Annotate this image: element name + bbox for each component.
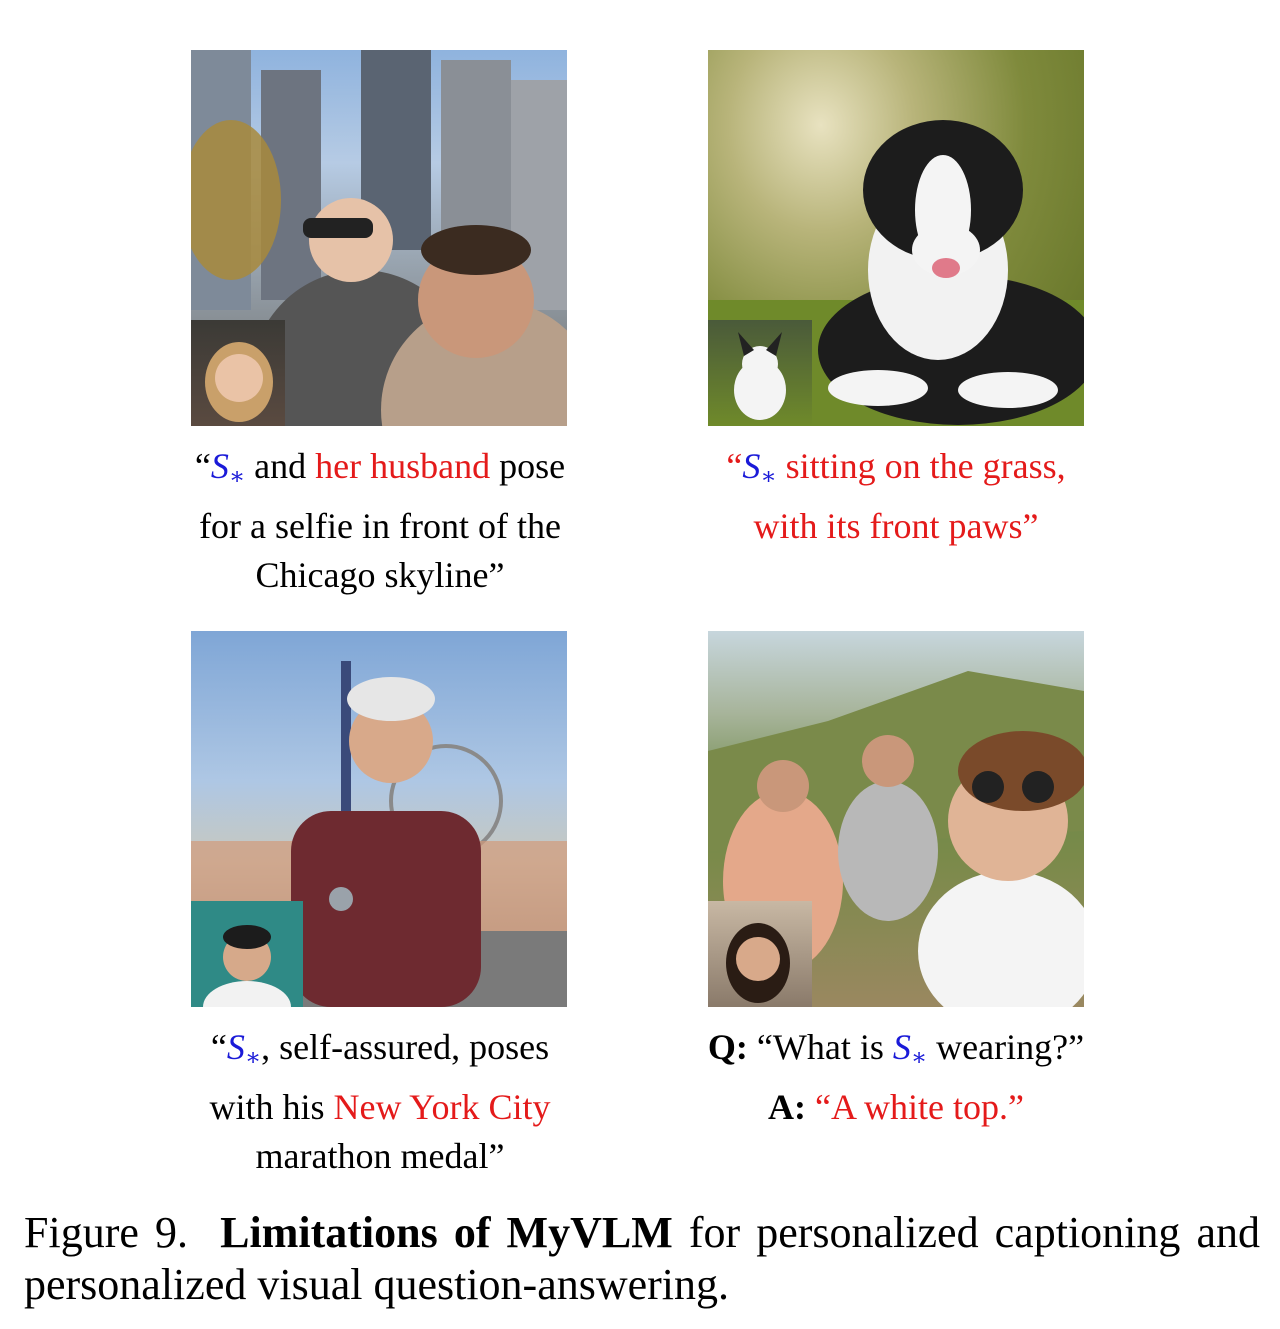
caption-line xyxy=(636,1023,1156,1083)
caption-panel-2 xyxy=(636,442,1156,551)
figure-label: Figure 9. xyxy=(24,1208,188,1257)
caption-segment: her husband xyxy=(315,446,491,486)
concept-subscript: ∗ xyxy=(244,1045,262,1071)
caption-line xyxy=(120,502,640,551)
caption-panel-1 xyxy=(120,442,640,600)
concept-token: S xyxy=(226,1027,245,1067)
caption-segment: sitting on the grass, xyxy=(776,446,1066,486)
caption-line xyxy=(120,442,640,502)
caption-line xyxy=(636,502,1156,551)
reference-inset-woman xyxy=(191,320,285,426)
caption-segment: pose xyxy=(490,446,566,486)
photo-dog-on-grass xyxy=(708,50,1084,426)
caption-line xyxy=(636,442,1156,502)
caption-segment: Chicago skyline” xyxy=(255,555,505,595)
concept-token: S xyxy=(210,446,229,486)
caption-segment: “What is xyxy=(747,1027,893,1067)
concept-subscript: ∗ xyxy=(228,464,246,490)
caption-segment: “ xyxy=(194,446,211,486)
concept-subscript: ∗ xyxy=(760,464,777,490)
caption-segment: marathon medal” xyxy=(255,1136,505,1176)
caption-segment: New York City xyxy=(333,1087,551,1127)
caption-segment: “ xyxy=(210,1027,227,1067)
reference-inset-puppy xyxy=(708,320,812,426)
caption-panel-3 xyxy=(120,1023,640,1181)
caption-segment: with its front paws” xyxy=(753,506,1039,546)
caption-segment: A: xyxy=(768,1087,807,1127)
caption-line xyxy=(120,1132,640,1181)
reference-inset-woman-2 xyxy=(708,901,812,1007)
caption-segment: “ xyxy=(726,446,743,486)
caption-segment: Q: xyxy=(707,1027,748,1067)
photo-city-selfie xyxy=(191,50,567,426)
caption-segment: with his xyxy=(209,1087,334,1127)
photo-marathon-medal xyxy=(191,631,567,1007)
caption-panel-4 xyxy=(636,1023,1156,1132)
caption-segment: wearing?” xyxy=(927,1027,1085,1067)
caption-segment: , self-assured, poses xyxy=(261,1027,550,1067)
caption-line xyxy=(120,1083,640,1132)
caption-line xyxy=(120,1023,640,1083)
reference-inset-man xyxy=(191,901,303,1007)
figure-caption-rest: for personalized captioning and personalized visual question-answering. xyxy=(24,1208,1261,1309)
caption-line xyxy=(636,1083,1156,1132)
concept-token: S xyxy=(742,446,761,486)
concept-subscript: ∗ xyxy=(910,1045,928,1071)
caption-line xyxy=(120,551,640,600)
caption-segment: and xyxy=(245,446,316,486)
figure-caption xyxy=(24,1207,1260,1311)
concept-token: S xyxy=(892,1027,911,1067)
caption-segment: “A white top.” xyxy=(815,1087,1024,1127)
caption-segment xyxy=(806,1087,815,1127)
caption-segment: for a selfie in front of the xyxy=(199,506,561,546)
photo-hillside-selfie xyxy=(708,631,1084,1007)
figure-caption-bold: Limitations of MyVLM xyxy=(220,1208,673,1257)
